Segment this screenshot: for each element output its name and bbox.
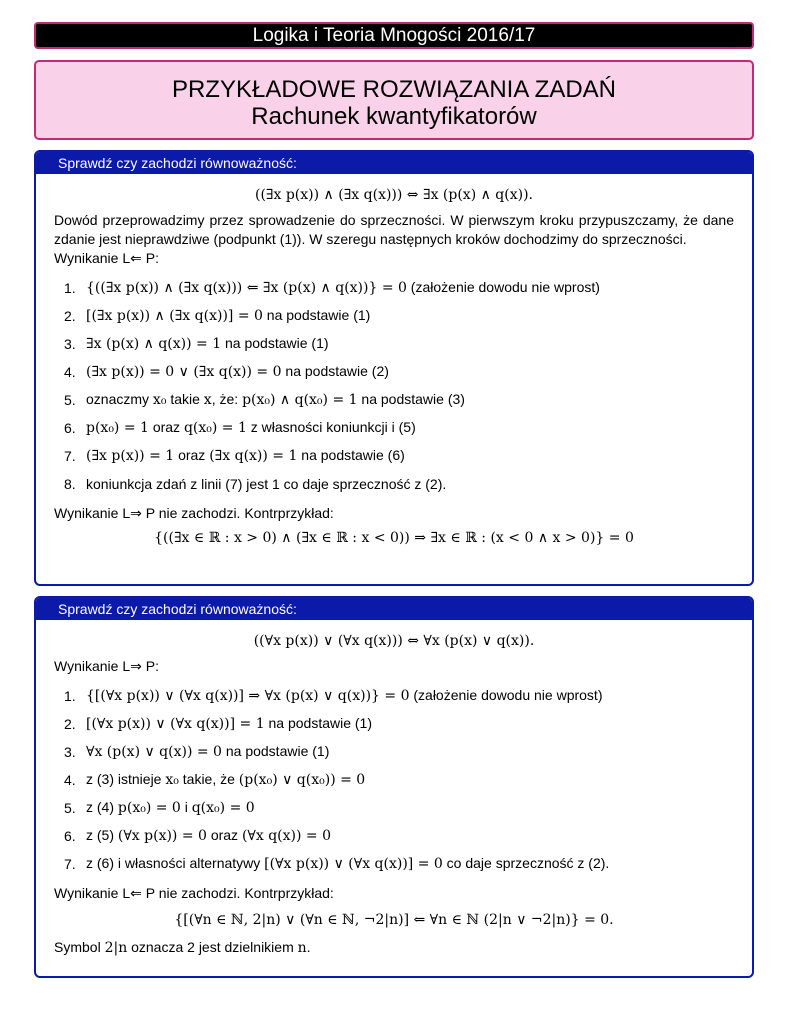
step-math: q(x₀) = 0 [191, 800, 255, 816]
step-number: 1. [64, 279, 76, 296]
equivalence-formula: ((∃x p(x)) ∧ (∃x q(x))) ⇔ ∃x (p(x) ∧ q(x)). [254, 187, 534, 203]
step-number: 4. [64, 363, 76, 380]
step-text: na podstawie (1) [221, 743, 330, 759]
proof-step [64, 414, 734, 442]
step-number: 7. [64, 447, 76, 464]
step-text: i [180, 799, 192, 815]
step-text: oznaczmy [86, 391, 153, 407]
proof-step [64, 330, 734, 358]
note-math: n [297, 940, 307, 956]
step-math: {[(∀x p(x)) ∨ (∀x q(x))] ⇒ ∀x (p(x) ∨ q(x))} = 0 [86, 688, 410, 704]
step-number: 4. [64, 771, 76, 788]
step-math: x [203, 392, 212, 408]
proof-step [64, 470, 734, 498]
step-number: 5. [64, 391, 76, 408]
proof-step [64, 302, 734, 330]
step-text: z (4) [86, 799, 118, 815]
proof-step [64, 738, 734, 766]
step-text: na podstawie (1) [262, 307, 371, 323]
step-text: (założenie dowodu nie wprost) [406, 279, 600, 295]
proof-intro: Dowód przeprowadzimy przez sprowadzenie do sprzeczności. W pierwszym kroku przypuszczamy, że dane zdanie jest nieprawdziwe (podpunkt (1)). W szeregu następnych kroków dochodzimy do sprzeczności. [54, 212, 734, 247]
implication-label: Wynikanie L⇒ P: [54, 658, 159, 674]
step-text: , że: [211, 391, 243, 407]
step-math: (∀x p(x)) = 0 [117, 828, 207, 844]
proof-step [64, 682, 734, 710]
step-math: {((∃x p(x)) ∧ (∃x q(x))) ⇐ ∃x (p(x) ∧ q(x))} = 0 [86, 280, 407, 296]
proof-step [64, 850, 734, 878]
step-text: na podstawie (1) [264, 715, 373, 731]
step-math: x₀ [152, 392, 167, 408]
proof-steps [54, 274, 734, 498]
proof-step [64, 794, 734, 822]
step-math: ∃x (p(x) ∧ q(x)) = 1 [86, 336, 222, 352]
document-title: PRZYKŁADOWE ROZWIĄZANIA ZADAŃ [171, 76, 617, 103]
step-text: z (3) istnieje [86, 771, 166, 787]
step-text: na podstawie (6) [297, 447, 405, 463]
step-math: p(x₀) = 1 [86, 420, 149, 436]
step-number: 1. [64, 687, 76, 704]
counterexample-formula: {[(∀n ∈ ℕ, 2|n) ∨ (∀n ∈ ℕ, ¬2|n)] ⇐ ∀n ∈ ℕ (2|n ∨ ¬2|n)} = 0. [174, 912, 614, 928]
proof-step [64, 766, 734, 794]
symbol-note [54, 938, 734, 958]
step-text: na podstawie (2) [281, 363, 389, 379]
block-body [36, 174, 752, 548]
proof-step [64, 710, 734, 738]
step-math: (∃x q(x)) = 1 [209, 448, 298, 464]
step-number: 2. [64, 307, 76, 324]
course-title: Logika i Teoria Mnogości 2016/17 [252, 25, 536, 46]
step-number: 7. [64, 855, 76, 872]
step-math: x₀ [165, 772, 179, 788]
step-text: (założenie dowodu nie wprost) [409, 687, 603, 703]
step-text: oraz [174, 447, 210, 463]
step-text: oraz [148, 419, 184, 435]
step-math: (∃x p(x)) = 1 [86, 448, 175, 464]
block-body [36, 620, 752, 958]
proof-steps [54, 682, 734, 878]
step-math: [(∀x p(x)) ∨ (∀x q(x))] = 1 [86, 716, 265, 732]
step-math: (∃x p(x)) = 0 ∨ (∃x q(x)) = 0 [86, 364, 282, 380]
step-text: z własności koniunkcji i (5) [246, 419, 416, 435]
note-text: Symbol [54, 939, 105, 955]
step-number: 3. [64, 335, 76, 352]
title-box [34, 60, 754, 140]
step-math: p(x₀) = 0 [117, 800, 181, 816]
block-header: Sprawdź czy zachodzi równoważność: [36, 152, 752, 174]
step-number: 6. [64, 827, 76, 844]
counterexample-label: Wynikanie L⇒ P nie zachodzi. Kontrprzykład: [54, 505, 334, 521]
step-text: oraz [206, 827, 242, 843]
step-math: ∀x (p(x) ∨ q(x)) = 0 [86, 744, 222, 760]
exercise-block-2 [34, 596, 754, 978]
step-text: koniunkcja zdań z linii (7) jest 1 co daje sprzeczność z (2). [86, 475, 447, 492]
step-number: 8. [64, 475, 76, 492]
exercise-block-1 [34, 150, 754, 586]
step-math: [(∃x p(x)) ∧ (∃x q(x))] = 0 [86, 308, 263, 324]
step-text: z (5) [86, 827, 118, 843]
step-number: 2. [64, 715, 76, 732]
step-text: na podstawie (3) [357, 391, 465, 407]
step-number: 5. [64, 799, 76, 816]
proof-step [64, 358, 734, 386]
note-text: oznacza 2 jest dzielnikiem [127, 939, 298, 955]
step-text: co daje sprzeczność z (2). [442, 855, 610, 871]
proof-step [64, 442, 734, 470]
step-text: z (6) i własności alternatywy [86, 855, 265, 871]
step-text: takie [166, 391, 204, 407]
step-math: (p(x₀) ∨ q(x₀)) = 0 [238, 772, 366, 788]
step-math: p(x₀) ∧ q(x₀) = 1 [242, 392, 358, 408]
note-text: . [306, 939, 311, 955]
counterexample-formula: {((∃x ∈ ℝ : x > 0) ∧ (∃x ∈ ℝ : x < 0)) ⇒ ∃x ∈ ℝ : (x < 0 ∧ x > 0)} = 0 [154, 530, 634, 546]
proof-step [64, 386, 734, 414]
document-subtitle: Rachunek kwantyfikatorów [251, 103, 537, 130]
step-text: takie, że [178, 771, 239, 787]
block-header: Sprawdź czy zachodzi równoważność: [36, 598, 752, 620]
proof-step [64, 274, 734, 302]
step-math: (∀x q(x)) = 0 [241, 828, 331, 844]
step-math: [(∀x p(x)) ∨ (∀x q(x))] = 0 [264, 856, 443, 872]
step-number: 6. [64, 419, 76, 436]
step-text: na podstawie (1) [221, 335, 329, 351]
step-number: 3. [64, 743, 76, 760]
implication-label: Wynikanie L⇐ P: [54, 250, 159, 266]
note-math: 2|n [104, 940, 128, 956]
course-header [34, 22, 754, 49]
counterexample-label: Wynikanie L⇐ P nie zachodzi. Kontrprzykład: [54, 885, 334, 901]
step-math: q(x₀) = 1 [183, 420, 247, 436]
proof-step [64, 822, 734, 850]
equivalence-formula: ((∀x p(x)) ∨ (∀x q(x))) ⇔ ∀x (p(x) ∨ q(x)). [253, 633, 535, 649]
